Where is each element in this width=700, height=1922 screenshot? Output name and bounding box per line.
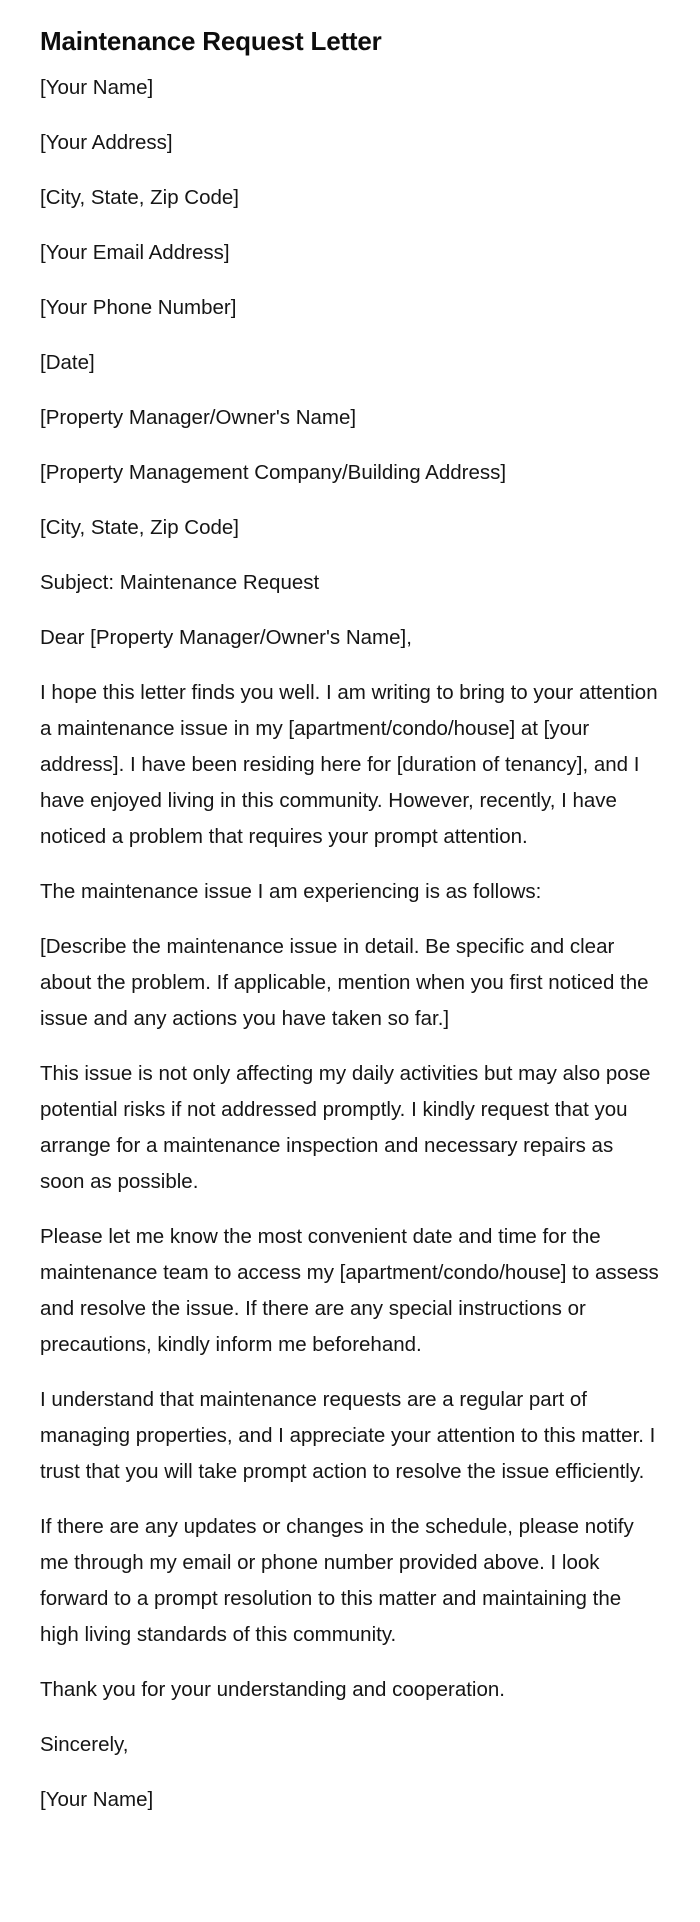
- signature-name: [Your Name]: [40, 1788, 154, 1811]
- sender-city-state-zip: [City, State, Zip Code]: [40, 186, 240, 209]
- body-paragraph-thanks: Thank you for your understanding and cooperation.: [40, 1678, 505, 1701]
- body-paragraph-issue-description: [Describe the maintenance issue in detail. Be specific and clear about the problem. If applicable, mention when you first noticed the issue and any actions you have taken so far.]: [40, 935, 649, 1030]
- letter-salutation: Dear [Property Manager/Owner's Name],: [40, 626, 412, 649]
- recipient-company-address: [Property Management Company/Building Address]: [40, 461, 507, 484]
- sender-address: [Your Address]: [40, 131, 173, 154]
- letter-subject: Subject: Maintenance Request: [40, 571, 320, 594]
- letter-date: [Date]: [40, 351, 95, 374]
- recipient-name: [Property Manager/Owner's Name]: [40, 406, 357, 429]
- sender-email: [Your Email Address]: [40, 241, 230, 264]
- letter-closing: Sincerely,: [40, 1733, 129, 1756]
- body-paragraph-impact: This issue is not only affecting my daily activities but may also pose potential risks if not addressed promptly. I kindly request that you arrange for a maintenance inspection and necessary repairs as soon as possible.: [40, 1062, 651, 1193]
- body-paragraph-issue-lead: The maintenance issue I am experiencing is as follows:: [40, 880, 542, 903]
- document-title: Maintenance Request Letter: [40, 26, 382, 56]
- body-paragraph-intro: I hope this letter finds you well. I am writing to bring to your attention a maintenance issue in my [apartment/condo/house] at [your address]. I have been residing here for [duration of tenancy], and I have enjoyed living in this community. However, recently, I have noticed a problem that requires your prompt attention.: [40, 681, 658, 848]
- sender-name: [Your Name]: [40, 76, 154, 99]
- body-paragraph-understanding: I understand that maintenance requests are a regular part of managing properties, and I appreciate your attention to this matter. I trust that you will take prompt action to resolve the issue efficiently.: [40, 1388, 656, 1483]
- body-paragraph-access: Please let me know the most convenient date and time for the maintenance team to access my [apartment/condo/house] to assess and resolve the issue. If there are any special instructions or precautions, kindly inform me beforehand.: [40, 1225, 659, 1356]
- recipient-city-state-zip: [City, State, Zip Code]: [40, 516, 240, 539]
- sender-phone: [Your Phone Number]: [40, 296, 237, 319]
- body-paragraph-updates: If there are any updates or changes in the schedule, please notify me through my email or phone number provided above. I look forward to a prompt resolution to this matter and maintaining the high living standards of this community.: [40, 1515, 634, 1646]
